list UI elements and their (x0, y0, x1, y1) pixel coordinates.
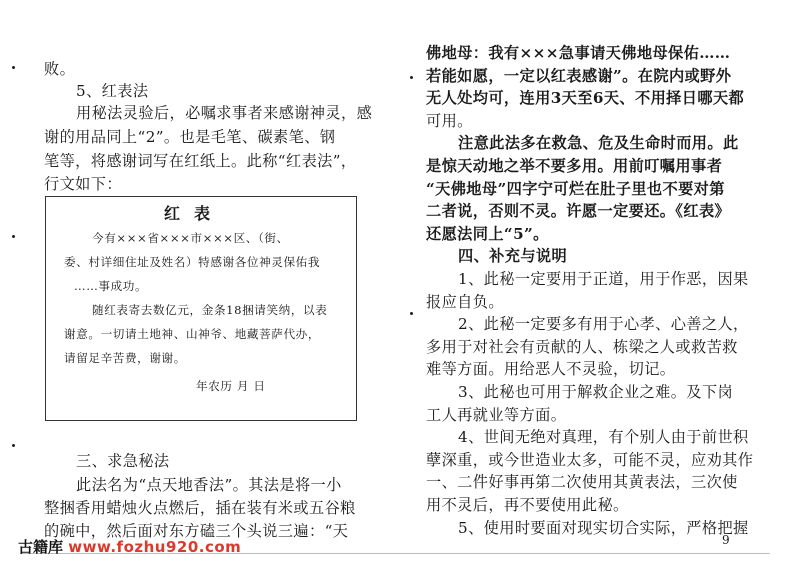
text-line: 3、此秘也可用于解救企业之难。及下岗 (458, 383, 734, 401)
text-line: 还愿法同上“5”。 (426, 225, 549, 243)
text-line: 行文如下： (44, 175, 122, 193)
memo-line: 谢意。一切请土地神、山神爷、地藏菩萨代办， (64, 327, 321, 341)
memo-line: ……事成功。 (74, 279, 148, 293)
memo-line: 随红表寄去数亿元，金条18捆请笑纳，以表 (92, 303, 328, 317)
text-line: 若能如愿，一定以红表感谢”。在院内或野外 (426, 67, 732, 85)
text-line: 难等方面。用给恶人不灵验，切记。 (426, 360, 676, 378)
site-watermark (18, 536, 241, 557)
memo-line: 今有×××省×××市×××区、（街、 (92, 231, 289, 245)
text-line: 整捆香用蜡烛火点燃后，插在装有米或五谷粮 (44, 499, 356, 517)
text-line: 4、世间无绝对真理，有个别人由于前世积 (458, 428, 749, 446)
scan-speck (410, 76, 413, 79)
text-line: 5、使用时要面对现实切合实际，严格把握 (458, 519, 749, 537)
text-line: 用秘法灵验后，必嘱求事者来感谢神灵，感 (76, 104, 373, 122)
text-line: 笔等，将感谢词写在红纸上。此称“红表法”， (44, 152, 357, 170)
text-line: 工人再就业等方面。 (426, 406, 567, 424)
text-line: 三、求急秘法 (76, 452, 170, 470)
text-line: 1、此秘一定要用于正道，用于作恶，因果 (458, 270, 749, 288)
text-line: 可用。 (426, 112, 473, 130)
watermark-url: www.fozhu920.com (68, 538, 242, 556)
text-line: 5、红表法 (76, 82, 149, 100)
page-number: 9 (722, 533, 730, 547)
watermark-site-name: 古籍库 (18, 538, 64, 556)
scan-speck (12, 66, 15, 69)
memo-line: 年农历 月 日 (196, 379, 266, 393)
memo-line: 委、村详细住址及姓名）特感谢各位神灵保佑我 (64, 255, 321, 269)
text-line: 败。 (44, 60, 76, 78)
text-line: 多用于对社会有贡献的人、栋梁之人或救苦救 (426, 338, 738, 356)
scan-speck (12, 235, 15, 238)
memo-title: 红表 (164, 204, 225, 223)
red-memo-box (45, 196, 357, 421)
text-line: 孽深重，或今世造业太多，可能不灵，应劝其作 (426, 451, 754, 469)
text-line: 报应自负。 (426, 293, 504, 311)
text-line: 此法名为“点天地香法”。其法是将一小 (76, 476, 342, 494)
text-line: 无人处均可，连用3天至6天、不用择日哪天都 (426, 89, 745, 107)
text-line: 2、此秘一定要多有用于心孝、心善之人， (458, 315, 749, 333)
scan-speck (410, 312, 413, 315)
text-line: 注意此法多在救急、危及生命时而用。此 (458, 134, 739, 152)
text-line: 谢的用品同上“2”。也是毛笔、碳素笔、钢 (44, 128, 336, 146)
text-line: 用不灵后，再不要使用此秘。 (426, 496, 629, 514)
text-line: “天佛地母”四字宁可烂在肚子里也不要对第 (426, 180, 725, 198)
text-line: 的碗中，然后面对东方磕三个头说三遍：“天 (44, 522, 349, 540)
text-line: 四、补充与说明 (458, 247, 568, 265)
text-line: 二者说，否则不灵。许愿一定要还。《红表》 (426, 202, 731, 220)
text-line: 佛地母：我有×××急事请天佛地母保佑…… (426, 44, 731, 62)
memo-line: 请留足辛苦费，谢谢。 (64, 351, 186, 365)
right-page (400, 0, 793, 561)
text-line: 是惊天动地之举不要多用。用前叮嘱用事者 (426, 157, 723, 175)
text-line: 一、二件好事再第二次使用其黄表法，三次使 (426, 473, 738, 491)
scan-speck (12, 444, 15, 447)
